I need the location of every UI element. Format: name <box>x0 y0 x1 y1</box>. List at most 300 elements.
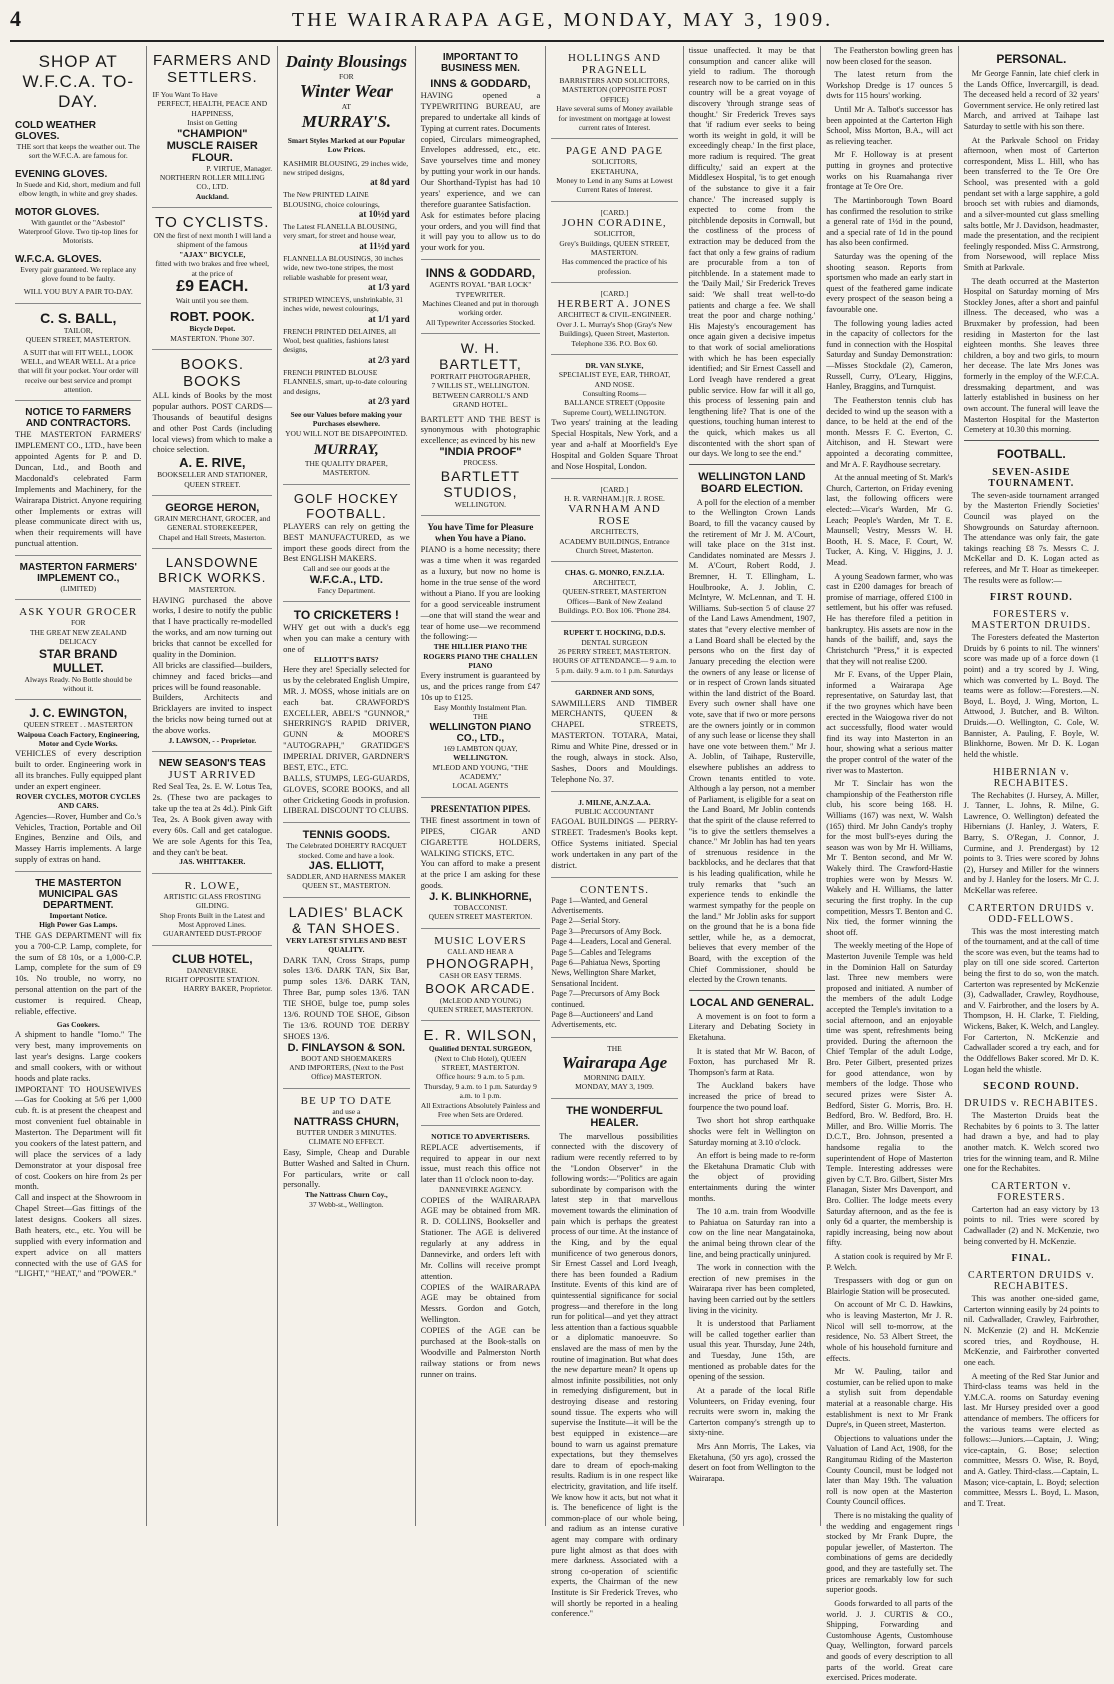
tennis-ad <box>283 823 409 898</box>
varnham-address: ACADEMY BUILDINGS, Entrance Church Street, Masterton. <box>559 536 670 555</box>
piano-local: LOCAL AGENTS <box>452 781 509 791</box>
piano-company: WELLINGTON PIANO CO., LTD., <box>429 721 532 744</box>
wilson-ad <box>421 1021 541 1126</box>
gas-heading: THE MASTERTON MUNICIPAL GAS DEPARTMENT. <box>35 878 122 911</box>
murray-item-text: FLANNELLA BLOUSINGS, 30 inches wide, new two-tone stripes, the most reliable washable for present wear, <box>283 253 404 282</box>
gas-sub: High Power Gas Lamps. <box>39 920 118 930</box>
music-address: QUEEN STREET, MASTERTON. <box>427 1004 533 1014</box>
local-news-item: Two short hot shrop earthquake shocks were felt in Wellington on Saturday morning at 3.10 o'clock. <box>688 1116 816 1147</box>
golf-name: W.F.C.A., LTD. <box>309 573 383 586</box>
vanslyke-trade: SPECIALIST EYE, EAR, THROAT, AND NOSE. <box>558 370 671 389</box>
vanslyke-name: DR. VAN SLYKE, <box>585 360 644 370</box>
personal-paras <box>964 69 1099 436</box>
motor-heading: MOTOR GLOVES. <box>15 206 100 218</box>
column-1 <box>10 46 147 1526</box>
match-title: DRUIDS v. RECHABITES. <box>964 1098 1099 1110</box>
wilson-note: All Extractions Absolutely Painless and Free when Sets are Ordered. <box>420 1100 540 1119</box>
murray-ad <box>283 46 409 485</box>
cyclists-body: ON the first of next month I will land a shipment of the famous <box>153 231 272 250</box>
notice-heading: NOTICE TO FARMERS AND CONTRACTORS. <box>25 407 132 430</box>
page-number: 4 <box>10 6 21 31</box>
football-intro: The seven-aside tournament arranged by the Masterton Friendly Societies' Council was played on the Showgrounds on Saturday afternoon. The attendance was only fair, the gate takings reaching £8 7s. Messrs C. J. McKellar and D. K. Logan acted as referees, and Mr T. Hoar as timekeeper. The results were as follow:— <box>963 490 1099 585</box>
piano-address: 169 LAMBTON QUAY, <box>443 743 518 753</box>
churn-name: The Nattrass Churn Coy., <box>304 1190 388 1200</box>
murray-item <box>283 295 409 324</box>
varnham-ad <box>551 479 677 563</box>
finlayson-sub: AND IMPORTERS, (Next to the Post Office) MASTERTON. <box>289 1062 404 1082</box>
hotel-sign: HARRY BAKER, Proprietor. <box>183 984 273 994</box>
coradine-trade: SOLICITOR, <box>594 229 635 239</box>
pook-shop: Bicycle Depot. <box>189 324 236 334</box>
hocking-address: 26 PERRY STREET, MASTERTON. <box>558 647 671 656</box>
blinkhorne-sub: TOBACCONIST. <box>453 903 508 912</box>
ewington-rover: ROVER CYCLES, MOTOR CYCLES AND CARS. <box>16 791 141 811</box>
murray-item-price: at 8d yard <box>370 177 410 188</box>
personal-item: At the Parkvale School on Friday afternoon, when most of Carterton correspondent, Miss L. Hill, who has been transferred to the Te Ore Ore School, was presented with a gold pendant set with a large sapphire, a gold brooch set with rubies and diamonds, and a silver-mounted cut glass smelling salts bottle, Mr J. Davidson, headmaster, made the presentation, and the recipient feelingly responded. Miss C. Armstrong, from Norsewood, will replace Miss Smith at Parkvale. <box>963 135 1099 272</box>
monro-body: Offices—Bank of New Zealand Buildings. P.O. Box 106. 'Phone 284. <box>558 596 671 615</box>
lowe-guarantee: GUARANTEED DUST-PROOF <box>162 929 262 939</box>
bartlett-ad <box>421 334 541 516</box>
healer-heading: THE WONDERFUL HEALER. <box>566 1104 663 1129</box>
lowe-body: Shop Fronts Built in the Latest and Most Approved Lines. <box>159 910 265 929</box>
match-report: Carterton had an easy victory by 13 points to nil. Tries were scored by Cadwallader (2) and N. McKenzie, two being converted by H. McKenzie. <box>963 1204 1099 1246</box>
local-news-item: A movement is on foot to form a Literary and Debating Society in Eketahuna. <box>688 1011 816 1043</box>
ewington-body: VEHICLES of every description built to order. Engineering work in all its branches. Fully equipped plant under an expert engineer. <box>15 748 142 791</box>
local-news-item: The Featherston bowling green has now been closed for the season. <box>826 46 953 66</box>
hocking-ad <box>551 622 677 682</box>
vanslyke-rooms: Consulting Rooms— <box>582 389 647 398</box>
bartlett-body: BARTLETT AND THE BEST is synonymous with photographic excellence; as evinced by his new <box>420 413 541 446</box>
gardner-ad <box>551 682 677 791</box>
club-hotel-ad <box>152 946 272 1000</box>
match-title: CARTERTON DRUIDS v. ODD-FELLOWS. <box>967 902 1095 925</box>
cyclists-price: £9 EACH. <box>176 277 249 295</box>
local-news-item: At a parade of the local Rifle Volunteers, on Friday evening, four recruits were sworn in, making the Carterton company's strength up to sixty-nine. <box>688 1385 816 1438</box>
match-report: The Foresters defeated the Masterton Druids by 6 points to nil. The winners' score was made up of a force down (1 point) and a try scored by J. Wing, which was converted by L. Boyd. The teams were as follow:—Foresters.—N. Boyd, L. Boyd, J. Wing, Morton, L. Attwood, J. Butcher, and B. Wilton. Druids.—O. Wellington, C. Cole, W. Bannister, A. Pauling, F. Boyle, W. Blinkhorne, Bowen. Mr D. K. Logan held the whistle. <box>963 633 1099 759</box>
cyclists-wait: Wait until you see them. <box>175 295 249 305</box>
bartlett-studio: BARTLETT STUDIOS, <box>440 467 521 500</box>
jones-name: HERBERT A. JONES <box>557 298 672 311</box>
local-news-item: At the annual meeting of St. Mark's Church, Carterton, on Friday evening last, the following officers were elected:—Vicar's Warden, Mr G. Leach; People's Warden, Mr T. E. Maunsell; Vestry, Messrs W. H. Booth, H. S. Mace, F. Court, W. Tucker, A. King, V. Higgins, J. J. Mead. <box>826 473 953 568</box>
inns-ad <box>421 260 541 334</box>
piano-list: THE HILLIER PIANO THE ROGERS PIANO THE CHALLEN PIANO <box>423 642 538 670</box>
hollings-body: Have several sums of Money available for investment on mortgage at lowest current rates of Interest. <box>556 104 673 132</box>
notice-farmers-ad <box>15 401 141 556</box>
coradine-card: [CARD.] <box>600 207 629 217</box>
roller-line: PERFECT, HEALTH, PEACE AND HAPPINESS, <box>157 99 268 118</box>
music-call: CALL AND HEAR A <box>447 946 514 956</box>
gas-cookers-heading: Gas Cookers. <box>56 1019 100 1029</box>
brick-ad <box>152 549 272 752</box>
murray-item <box>283 222 409 251</box>
local-news-item: A station cook is required by Mr F. P. Welch. <box>826 1252 953 1272</box>
whittaker-name: JAS. WHITTAKER. <box>179 857 246 867</box>
ewington-agents: Agencies—Rover, Humber and Co.'s Vehicles, Traction, Portable and Oil Engines, Benzine and Oils, and Massey Harris implements. A large supply of extras on hand. <box>15 810 142 865</box>
vanslyke-ad <box>551 355 677 479</box>
music-terms: CASH OR EASY TERMS. <box>439 971 522 981</box>
shoes-ad <box>283 898 409 1089</box>
local-news-item: The following young ladies acted in the capacity of collectors for the fund in connection with the Hospital Saturday and Sunday Demonstration:—Misses Stockdale (2), Cameron, Russell, Curry, O'Leary, Higgins, Hanley, Braggins, and Turnquist. <box>826 318 953 392</box>
churn-address: 37 Webb-st., Wellington. <box>309 1199 384 1209</box>
churn-body: and use a <box>332 1106 361 1116</box>
varnham-trade: ARCHITECTS, <box>590 527 639 537</box>
column-8 <box>959 46 1104 1526</box>
roller-milling-ad <box>152 46 272 208</box>
murray-item-text: FRENCH PRINTED DELAINES, all Wool, best qualities, fashions latest designs, <box>283 326 397 355</box>
inns-name: INNS & GODDARD, <box>425 266 536 281</box>
teas-body: Red Seal Tea, 2s. E. W. Lotus Tea, 2s. (These two are packages to take up the tea at 2s 4d.). Pink Gift Tea, 2s. A Book given away with every 60s. Call and get catalogue. We are sole Agents for this Tea, and they can't be beat. <box>152 781 273 857</box>
piano-ad <box>421 516 541 798</box>
grocer-line2: FOR <box>70 618 86 628</box>
lowe-sub: GILDING. <box>195 901 229 911</box>
murray-sub: Winter Wear <box>299 81 393 102</box>
cricket-product: ELLIOTT'S BATS? <box>314 654 379 664</box>
contents-item: Page 3—Precursors of Amy Bock. <box>551 926 662 936</box>
farmers-implement-ad <box>15 556 141 600</box>
local-news-item: Mr F. Evans, of the Upper Plain, informed a Wairarapa Age representative, on Saturday last, that if the two groynes which have been erected in the Waiogowa river do not act successfully, flood water would find its way into Masterton in an hour, showing what a serious matter the proper control of the water of the river was to Masterton. <box>826 670 953 775</box>
hotel-place: DANNEVIRKE. <box>186 965 238 975</box>
cyclists-heading: TO CYCLISTS. <box>155 214 270 231</box>
jones-trade: ARCHITECT & CIVIL-ENGINEER. <box>557 310 672 320</box>
healer-continued: tissue unaffected. It may be that consumption and cancer alike will yield to radium. The thorough research now to be carried on in this country will be a great voyage of discovery 'through strange seas of thought.' Sir Frederick Treves says that 'if radium ever seeks to being worth its weight in gold, it will be exceedingly cheap.' In the first place, more radium is required. 'The great difficulty,' said an expert at the Middlesex Hospital, 'is to get enough of the substance to give it a fair chance.' The increased supply is expected to come from the pitchblende deposits in Cornwall, but the costliness of the process of extraction may be deduced from the fact that only a few grains of radium are procurable from a ton of pitchblende. In a statement made to the 'Daily Mail,' Sir Frederick Treves said: 'We shall treat well-to-do patients and charge a fee. We shall treat the poor and charge nothing.' His Majesty's encouragement has once again given a decisive impetus to that work of social ameliorations with which he has been especially identified; and Sir Ernest Cassell and Lord Iveagh have rendered a great public service. How far will it all go, this process of lessening pain and lengthening life? That is one of the questions, touching human interest to the quick, which makes us all discontented with the short span of our days. We long to see the end." <box>688 46 816 459</box>
football-rounds <box>964 592 1099 1368</box>
grocer-line1: ASK YOUR GROCER <box>19 606 138 619</box>
local-news-item: Objections to valuations under the Valuation of Land Act, 1908, for the Rangitumau Riding of the Masterton County Council, must be lodged not later than May 19th. The valuation roll is now open at the Masterton County Council offices. <box>826 1433 953 1507</box>
hocking-name: RUPERT T. HOCKING, D.D.S. <box>563 628 666 638</box>
ball-trade: TAILOR, <box>63 325 93 335</box>
books-heading: BOOKS. BOOKS <box>180 356 245 390</box>
local-news-item: It is stated that Mr W. Bacon, of Foxton, has purchased Mr R. Thompson's farm at Rata. <box>688 1046 816 1077</box>
ball-body: A SUIT that will FIT WELL, LOOK WELL, and WEAR WELL. At a price that will fit your pocket. Your order will receive our best service and prompt attention. <box>18 347 139 394</box>
ball-ad <box>15 304 141 402</box>
murray-at: AT <box>341 102 351 112</box>
round-title: FINAL. <box>1011 1253 1052 1265</box>
farmers-name: MASTERTON FARMERS' IMPLEMENT CO., <box>19 562 137 584</box>
piano-city: WELLINGTON. <box>453 753 508 763</box>
column-6 <box>684 46 821 1526</box>
bartlett-between: BETWEEN CARROLL'S AND GRAND HOTEL. <box>432 390 529 410</box>
murray-item-price: at 2/3 yard <box>368 354 410 365</box>
roller-heading: FARMERS AND SETTLERS. <box>153 52 272 86</box>
murray-item <box>283 327 409 365</box>
brick-place: MASTERTON. <box>188 585 236 595</box>
varnham-partners: H. R. VARNHAM.] [R. J. ROSE. <box>564 493 665 503</box>
bartlett-name: W. H. BARTLETT, <box>439 340 522 372</box>
jones-body: Over J. L. Murray's Shop (Gray's New Buildings), Queen Street, Masterton. Telephone 336. P.O. Box 60. <box>556 319 673 348</box>
football-sub: SEVEN-ASIDE TOURNAMENT. <box>988 466 1075 489</box>
farmers-sub: (LIMITED) <box>60 584 97 593</box>
bartlett-address: 7 WILLIS ST., WELLINGTON. <box>431 381 530 391</box>
heron-address: Chapel and Hall Streets, Masterton. <box>158 532 266 542</box>
notice-body: THE MASTERTON FARMERS' IMPLEMENT CO., LTD., have been appointed Agents for P. and D. Duncan, Ltd., and Booth and Macdonald's celebrated Farm Implements and Machinery, for the Wairarapa District. Anyone requiring other Implements or extras will please communicate direct with us, when their requirements will have punctual attention. <box>15 429 142 549</box>
teas-ad <box>152 752 272 874</box>
finlayson-trade: BOOT AND SHOEMAKERS <box>300 1053 392 1063</box>
murray-item-text: The Latest FLANELLA BLOUSING, very smart, for street and house wear, <box>283 222 397 241</box>
golf-sub: Fancy Department. <box>317 585 376 595</box>
bartlett-process: PROCESS. <box>463 458 498 468</box>
murray-shop: MURRAY'S. <box>301 111 391 131</box>
paper-date: MONDAY, MAY 3, 1909. <box>575 1082 654 1092</box>
business-body: HAVING opened a TYPEWRITING BUREAU, are prepared to undertake all kinds of Typing at current rates. Documents copied, Circulars mimeographed, Envelopes addressed, etc., etc. Save yourselves time and money by putting your work in our hands. Our Shorthand-Typist has had 10 years' experience, and we can therefore guarantee Satisfaction. <box>420 90 541 209</box>
pipes-body: THE finest assortment in town of PIPES, CIGAR AND CIGARETTE HOLDERS, WALKING STICKS, ETC. <box>420 814 541 858</box>
paper-name: Wairarapa Age <box>561 1053 668 1073</box>
heron-ad <box>152 496 272 549</box>
local-news-item: Mrs Ann Morris, The Lakes, via Eketahuna, (50 yrs ago), crossed the desert on foot from Wellington to the Wairarapa. <box>688 1441 816 1483</box>
coradine-address: Grey's Buildings, QUEEN STREET, MASTERTON. <box>559 238 670 257</box>
contents-item: Page 4—Leaders, Local and General. <box>551 937 672 947</box>
cricket-heading: TO CRICKETERS ! <box>293 608 399 622</box>
ewington-name: J. C. EWINGTON, <box>29 706 128 721</box>
contents-item: Page 2—Serial Story. <box>551 916 621 926</box>
murray-item-text: STRIPED WINCEYS, unshrinkable, 31 inches wide, newest colourings, <box>283 294 404 314</box>
murray-tag: Smart Styles Marked at our Popular Low Prices. <box>287 135 405 155</box>
match-title: CARTERTON v. FORESTERS. <box>991 1180 1072 1203</box>
lowe-trade: ARTISTIC GLASS FROSTING <box>163 891 262 901</box>
murray-item <box>283 254 409 292</box>
murray-items <box>283 159 409 406</box>
shoes-sub: VERY LATEST STYLES AND BEST QUALITY. <box>285 935 407 955</box>
match-report: The Masterton Druids beat the Rechabites by 6 points to 3. The latter had drawn a bye, and had to play another match. K. Welch scored two tries for the winning team, and R. Milne one for the Rechabites. <box>963 1111 1099 1174</box>
column-5 <box>546 46 683 1619</box>
local-heading: LOCAL AND GENERAL. <box>689 996 814 1009</box>
business-name: INNS & GODDARD, <box>430 78 531 90</box>
cyclists-product: "AJAX" BICYCLE, <box>179 249 246 259</box>
land-heading: WELLINGTON LAND BOARD ELECTION. <box>698 470 806 495</box>
local-news-item: Mr W. Pauling, tailor and costumier, can be relied upon to make a stylish suit from dependable material at a reasonable charge. His establishment is next to Mr Frank Dupre's, in Queen street, Masterton. <box>826 1367 953 1430</box>
vanslyke-body: Two years' training at the leading Special Hospitals, New York, and a year and a-half at Moorfield's Eye Hospital and Golden Square Throat and Nose Hospital, London. <box>551 417 678 471</box>
contents-item: Page 6—Pahiatua News, Sporting News, Wellington Share Market, Sensational Incident. <box>551 957 661 988</box>
blinkhorne-address: QUEEN STREET MASTERTON. <box>428 912 533 922</box>
ball-name: C. S. BALL, <box>40 309 117 326</box>
round-title: FIRST ROUND. <box>989 592 1073 604</box>
hotel-body: RIGHT OPPOSITE STATION. <box>165 975 260 984</box>
page-trade: SOLICITORS, <box>591 157 637 167</box>
piano-the: THE <box>473 712 488 722</box>
murray-for: FOR <box>339 72 354 81</box>
gas-body: THE GAS DEPARTMENT will fix you a 700-C.P. Lamp, complete, for the sum of £8 10s, or a 1,000-C.P. Lamp, complete for the sum of £9 10s. No trouble, no worry, no personal attention on the part of the customer is required. Cheap, reliable, effective. <box>15 929 142 1016</box>
local-news-item: The latest return from the Workshop Dredge is 17 ounces 5 dwts for 115 hours' working. <box>826 70 953 101</box>
coradine-name: JOHN CORADINE, <box>562 217 667 230</box>
roller-company: NORTHERN ROLLER MILLING CO., LTD. <box>159 172 265 192</box>
wilson-address: (Next to Club Hotel), QUEEN STREET, MASTERTON. <box>434 1053 527 1072</box>
piano-heading: You have Time for Pleasure when You have a Piano. <box>427 521 534 544</box>
music-product: PHONOGRAPH, <box>426 956 535 972</box>
column-2 <box>147 46 278 1526</box>
wfca-title: SHOP AT W.F.C.A. TO-DAY. <box>22 52 134 111</box>
murray-item <box>283 159 409 188</box>
pipes-body2: You can afford to make a present at the price I am asking for these goods. <box>420 858 541 891</box>
contents-box <box>551 878 677 1038</box>
cricket-ad <box>283 602 409 823</box>
advertisers-heading: NOTICE TO ADVERTISERS. <box>431 1132 530 1142</box>
match-title: FORESTERS v. MASTERTON DRUIDS. <box>971 609 1092 632</box>
bartlett-place: WELLINGTON. <box>454 499 507 509</box>
shoes-list: DARK TAN, Cross Straps, pump soles 13/6. DARK TAN, Six Bar, pump soles 13/6. DARK TAN, Three Bar, pump soles 13/6. TAN TIE SHOE, bulge toe, pump soles 13/6. ROUND TOE SHOE, Gibson Tie 13/6. ROUND TOE DERBY SHOES 13/6. <box>283 954 410 1041</box>
football-closing: A meeting of the Red Star Junior and Third-class teams was held in the Y.M.C.A. rooms on Saturday evening last. Mr Hursey presided over a good attendance of members. The officers for the various teams were elected as follows:—Juniors.—Captain, J. Wing; vice-captain, G. Bose; selection committee, Messrs O. Wise, R. Boyd, and A. Gatley. Third-class.—Captain, L. Mason; vice-captain, L. Boyd; selection committee, Messrs L. Boyd, L. Mason, and T. Treat. <box>963 1371 1099 1508</box>
roller-sign: P. VIRTUE, Manager. <box>206 163 273 173</box>
evening-heading: EVENING GLOVES. <box>15 168 108 180</box>
business-ask: Ask for estimates before placing your orders, and you will find that it will pay you to allow us to do your work for you. <box>420 209 541 253</box>
roller-place: Auckland. <box>195 191 229 201</box>
music-heading: MUSIC LOVERS <box>434 934 527 947</box>
churn-product: NATTRASS CHURN, <box>293 1116 399 1128</box>
brick-heading: LANSDOWNE BRICK WORKS. <box>158 555 267 586</box>
teas-arrived: JUST ARRIVED <box>168 769 257 782</box>
murray-item-text: KASHMIR BLOUSING, 29 inches wide, new striped designs, <box>283 158 409 177</box>
hotel-name: CLUB HOTEL, <box>171 951 253 966</box>
piano-plan: Easy Monthly Instalment Plan. <box>433 703 527 712</box>
golf-ad <box>283 485 409 602</box>
match-title: HIBERNIAN v. RECHABITES. <box>993 766 1070 789</box>
roller-product: "CHAMPION" MUSCLE RAISER FLOUR. <box>166 127 258 164</box>
milne-trade: PUBLIC ACCOUNTANT <box>574 806 655 816</box>
milne-ad <box>551 792 677 878</box>
cricket-list: Here they are! Specially selected for us by the celebrated English Umpire, MR. J. MOSS, whose initials are on each bat. CRAWFORD'S EXCELLER, ABEL'S "GUNNOR," SHERRING'S RAPID DRIVER, GUNN & MOORE'S "AUTOGRAPH," GRATIDGE'S IMPERIAL DRIVER, GARDNER'S BEST, ETC., ETC. <box>283 664 410 772</box>
milne-name: J. MILNE, A.N.Z.A.A. <box>578 797 651 807</box>
finlayson-name: D. FINLAYSON & SON. <box>287 1041 406 1054</box>
gas-ad <box>15 872 141 1285</box>
roller-insist: Insist on Getting <box>187 118 238 128</box>
piano-agents: M'LEOD AND YOUNG, "THE ACADEMY," <box>432 762 529 781</box>
contents-item: Page 8—Auctioneers' and Land Advertisements, etc. <box>551 1009 653 1030</box>
coradine-body: Has commenced the practice of his profession. <box>561 257 668 276</box>
murray-heading: Dainty Blousings <box>285 52 408 71</box>
local-news-item: The weekly meeting of the Hope of Masterton Juvenile Temple was held in the Dominion Hall on Saturday last. Three new members were proposed and initiated. A number of the members of the adult Lodge accepted the Temple's invitation to a social afternoon, and an enjoyable time was spent, refreshments being provided. During the afternoon the Chief Templar of the adult Lodge, Bro. Peter Gilbert, presented prizes for good attendance, won by members of the lodge. Those who secured prizes were Sister A. Bedford, Sister G. Morris, Bro. H. Bedford, Bro. W. Bedford, Bro. H. Miller, and Bro. Willie Morris. The D.C.T., Bro. Johnson, presented a handsome regalia to the superintendent of Hope of Masterton Temple. Interesting addresses were given by C.T. Bro. Gilbert, Sister Mrs Flanagan, Sister Mrs Davenport, and Bro. Collier. The lodge meets every Saturday afternoon, and as the fee is only 6d a quarter, the membership is rapidly increasing, being now about fifty. <box>826 941 953 1248</box>
rive-name: A. E. RIVE, <box>179 455 246 471</box>
teas-heading: NEW SEASON'S TEAS <box>158 758 266 770</box>
churn-tag: BUTTER UNDER 3 MINUTES. CLIMATE NO EFFECT. <box>296 1128 397 1147</box>
match-report: This was another one-sided game, Carterton winning easily by 24 points to nil. Cadwallader, Crawley, Fairbrother, N. McKenzie (2) and H. McKenzie scored tries, and Roydhouse, H. McKenzie, and Fairbrother converted one each. <box>963 1294 1099 1367</box>
evening-text: In Suede and Kid, short, medium and full elbow length, in white and grey shades. <box>16 179 141 199</box>
blinkhorne-name: J. K. BLINKHORNE, <box>429 891 532 903</box>
motor-text: With gauntlet or the "Asbestol" Waterproof Glove. Two tip-top lines for Motorists. <box>18 217 139 246</box>
hollings-name: HOLLINGS AND PRAGNELL <box>567 52 661 76</box>
heron-name: GEORGE HERON, <box>165 502 260 514</box>
gas-cookers: A shipment to handle "Iomo." The very best, many improvements on last year's designs. Large cookers and small cookers, with or without hoods and plate racks. <box>15 1029 142 1083</box>
local-news-item: A young Seadown farmer, who was cast in £200 damages for breach of promise of marriage, offered £100 in settlement, but his offer was refused. He has therefore filed a petition in bankruptcy. His assets are now in the hands of the bailiff, and, says the Christchurch "Press," it is expected that they will not realise £200. <box>826 571 953 666</box>
brick-body2: All bricks are classified—builders, chimney and faced bricks—and prices will be found reasonable. <box>152 659 273 692</box>
cyclists-body2: fitted with two brakes and free wheel, at the price of <box>155 259 270 278</box>
local-news-item: The Featherston tennis club has decided to wind up the season with a dance, to be held at the end of the month. Messrs F. C. Everton, C. Aitchison, and H. Stewart were appointed a decorating committee, and Mr A. F. Raydhouse secretary. <box>826 395 953 469</box>
lowe-ad <box>152 874 272 946</box>
music-ad <box>421 929 541 1022</box>
local-news-item: Goods forwarded to all parts of the world. J. J. CURTIS & CO., Shipping, Forwarding and Customhouse Agents, Customhouse Quay, Wellington, forward parcels and goods of every description to all parts of the world. Great care exercised. Prices moderate. <box>826 1598 953 1683</box>
grocer-ad <box>15 600 141 700</box>
murray-sub2: THE QUALITY DRAPER, <box>304 459 388 468</box>
heron-body: GRAIN MERCHANT, GROCER, and GENERAL STOREKEEPER, <box>154 514 271 533</box>
contents-item: Page 5—Cables and Telegrams <box>551 947 652 957</box>
gardner-body: SAWMILLERS AND TIMBER MERCHANTS, QUEEN & CHAPEL STREETS, MASTERTON. TOTARA, Matai, Rimu and White Pine, dressed or in the rough, always in stock. Also, Sashes, Doors and Mouldings. Telephone No. 37. <box>551 697 678 784</box>
monro-trade: ARCHITECT, <box>592 577 637 587</box>
paper-masthead <box>551 1038 677 1099</box>
advertisers-copies3: COPIES of the AGE can be purchased at the Book-stalls on Woodville and Palmerston North railway stations or from news runner on trains. <box>420 1325 541 1379</box>
local-news-item: Until Mr A. Talbot's successor has been appointed at the Carterton High School, Miss Morton, B.A., will act as relieving teacher. <box>826 105 953 146</box>
varnham-name: VARNHAM AND ROSE <box>568 503 661 528</box>
murray-item <box>283 368 409 406</box>
healer-para: The marvellous possibilities connected with the discovery of radium were recently referred to by the "London Observer" in the following words:—"Politics are again subordinate by comparison with the latest step in that marvellous movement towards the elimination of pain which is perhaps the greatest process of our time. At the instance of the King, and by the equal munificence of two generous donors, Sir Ernest Cassel and Lord Iveagh, there has been founded a Radium Institute. Events of this kind are of quintessential significance for social progress—and therefore in the long run for political—and yet they attract less attention than a factious squabble or a diplomatic manoeuvre. So enslaved are the mass of men by the routine of imagination. But what does the new departure mean? It opens up almost infinite possibilities, not only in remedying disfigurement, but in destroying disease and restoring sound tissue. The experts who will supervise the Institute—it will be the best equipped in existence—are bound to warn us against premature expectations, but they themselves dare to dream of epoch-making results. Radium is in one respect like electricity, gravitation, and life itself. We know how it acts, but not what it is. The beneficence of light is the common-place of our whole being, and radium as an intense curative agent may compare with ordinary pure light almost as that does with mere darkness. Associated with a strong co-operation of scientific experts, the Chairman of the new Institute is Sir Frederick Treves, who will shortly be reported in a healing conference." <box>551 1131 678 1619</box>
local-news-item: The work in connection with the erection of new premises in the Wairarapa river has been completed, having been carried out by the settlers living in the vicinity. <box>688 1263 816 1315</box>
page-body: Money to Lend in any Sums at Lowest Current Rates of Interest. <box>556 176 673 195</box>
jones-card: [CARD.] <box>600 289 629 298</box>
business-ad <box>421 46 541 260</box>
books-body: ALL kinds of Books by the most popular authors. POST CARDS—Thousands of beautiful designs and other Post Cards (including local views) from which to make a choice selection. <box>152 390 273 455</box>
milne-body: FAGOAL BUILDINGS — PERRY-STREET. Tradesmen's Books kept. Office Systems initiated. Special work undertaken in any part of the district. <box>551 816 678 870</box>
pook-address: MASTERTON. 'Phone 307. <box>170 333 255 343</box>
monro-ad <box>551 562 677 622</box>
page-place: EKETAHUNA, <box>590 166 639 176</box>
varnham-card: [CARD.] <box>600 484 629 494</box>
monro-address: QUEEN-STREET, MASTERTON <box>562 587 667 597</box>
hollings-trade: BARRISTERS AND SOLICITORS, <box>559 76 670 85</box>
local-news-item: The Auckland bakers have increased the price of bread to fourpence the two pound loaf. <box>688 1081 816 1112</box>
golf-body: PLAYERS can rely on getting the BEST MANUFACTURED, as we import these goods direct from the Best ENGLISH MAKERS. <box>283 520 410 564</box>
column-3 <box>278 46 415 1526</box>
murray-name: MURRAY, <box>313 442 379 458</box>
contents-heading: CONTENTS. <box>579 883 650 896</box>
murray-values: See our Values before making your Purchases elsewhere. <box>290 409 403 429</box>
grocer-product: STAR BRAND MULLET. <box>39 646 118 675</box>
local-news-item: The Martinborough Town Board has confirmed the resolution to strike a general rate of 1½d in the pound, and a special rate of 1d in the pound has also been confirmed. <box>826 195 953 248</box>
books-ad <box>152 350 272 496</box>
tennis-body: The Celebrated DOHERTY RACQUET stocked. Come and have a look. <box>286 841 407 860</box>
local-news-item: It is understood that Parliament will be called together earlier than usual this year. Thursday, June 24th, and Tuesday, June 15th, are mentioned as probable dates for the opening of the session. <box>688 1319 816 1382</box>
churn-ad <box>283 1089 409 1215</box>
elliott-name: JAS. ELLIOTT, <box>308 860 384 872</box>
hocking-hours: HOURS OF ATTENDANCE— 9 a.m. to 5 p.m. daily. 9 a.m. to 1 p.m. Saturdays <box>552 656 677 675</box>
piano-body: PIANO is a home necessity; there was a time when it was regarded as a luxury, but now no home is home in the true sense of the word without a Piano. If you are looking for a good serviceable instrument—one that will stand the wear and tear of home use—we recommend the following:— <box>420 544 541 642</box>
local-paras-continued <box>826 46 952 1684</box>
local-news-item: Trespassers with dog or gun on Blairlogie Station will be prosecuted. <box>826 1276 953 1296</box>
paper-sub: MORNING DAILY. <box>583 1073 646 1083</box>
advertisers-copies2: COPIES of the WAIRARAPA AGE may be obtained from Messrs. Gordon and Gotch, Wellington. <box>420 1281 541 1325</box>
music-arcade: BOOK ARCADE. <box>425 980 536 996</box>
local-news-item: An effort is being made to re-form the Eketahuna Dramatic Club with the object of providing entertainments during the winter months. <box>688 1151 816 1203</box>
cold-heading: COLD WEATHER GLOVES. <box>15 120 96 142</box>
inns-sub: AGENTS ROYAL "BAR LOCK" TYPEWRITER. <box>429 280 532 299</box>
wilson-hours: Office hours: 9 a.m. to 5 p.m. Thursday, 9 a.m. to 1 p.m. Saturday 9 a.m. to 1 p.m. <box>423 1072 537 1101</box>
churn-heading: BE UP TO DATE <box>300 1094 393 1107</box>
round-title: SECOND ROUND. <box>983 1081 1080 1093</box>
bartlett-product: "INDIA PROOF" <box>439 446 522 459</box>
bartlett-trade: PORTRAIT PHOTOGRAPHER, <box>430 372 531 381</box>
paper-the: THE <box>607 1043 622 1053</box>
murray-item-price: at 11½d yard <box>359 240 410 251</box>
brick-body3: Builders, Architects and Bricklayers are invited to inspect the bricks now being turned out at the above works. <box>152 692 273 735</box>
hollings-address: MASTERTON (OPPOSITE POST OFFICE) <box>562 85 667 104</box>
pook-name: ROBT. POOK. <box>170 309 255 325</box>
ewington-address: QUEEN STREET . . MASTERTON <box>23 720 133 730</box>
murray-place: MASTERTON. <box>322 468 370 478</box>
land-para: A poll for the election of a member to the Wellington Crown Lands Board, to fill the vacancy caused by the retirement of Mr J. M. A'Court, will take place on the 31st inst. Candidates nominated are Messrs J. M. A'Court, Robert Rodd, J. Bremner, H. T. Ellingham, L. Houlbrooke, A. J. Joblin, C. McIntyre, W. McLennan, and T. H. Williams. Sub-section 5 of clause 27 of the Land Laws Amendment, 1907, states that "every elective member of a Land Board shall be elected by the persons who on the first day of January preceding the election were the owners of any lease or license of or in respect of Crown lands situated within the land district of the Board. Every such owner shall have one vote, save that if two or more persons are the owners jointly or in common of any such lease or license they shall have one vote between them." Mr J. A. Joblin, of Taihape, Rusterville, elsewhere publishes an address to Crown tenants entitled to vote. Although a lay person, not a member of Parliament, is eligible for a seat on the Land Board, Mr Joblin contends that the spirit of the clause referred to "is to give the settlers themselves a chance." Mr Joblin has had ten years of strenuous residence in the backblocks, and he declares that that is his leading qualification, while he truly remarks that "such an experience tends to enkindle the warmest sympathy for the people on the land." Mr Joblin asks for support on the ground that he is a bona fide settler, while he, as a democrat, believes that every member of the Board, with the exception of the Chief Commissioner, should be elected by the Crown tenants. <box>688 497 816 985</box>
murray-item <box>283 190 409 219</box>
healer-article <box>551 1105 677 1620</box>
golf-heading: GOLF HOCKEY FOOTBALL. <box>293 490 399 521</box>
wilson-name: E. R. WILSON, <box>423 1027 538 1045</box>
personal-heading: PERSONAL. <box>996 52 1067 66</box>
golf-call: Call and see our goods at the <box>303 564 390 574</box>
wfca-gloves-ad <box>15 46 141 304</box>
murray-wont: YOU WILL NOT BE DISAPPOINTED. <box>285 428 408 438</box>
churn-detail: Easy, Simple, Cheap and Durable Butter Washed and Salted in Churn. For particulars, write or call personally. <box>283 1146 410 1190</box>
murray-item-text: The New PRINTED LAINE BLOUSING, choice colourings, <box>283 190 380 209</box>
cricket-balls: BALLS, STUMPS, LEG-GUARDS, GLOVES, SCORE BOOKS, and all other Cricketing Goods in profusion. LIBERAL DISCOUNT TO CLUBS. <box>283 772 410 816</box>
inns-body: Machines Cleaned and put in thorough working order. <box>422 298 539 318</box>
paper-title: THE WAIRARAPA AGE, MONDAY, MAY 3, 1909. <box>291 9 834 31</box>
page-ad <box>551 139 677 202</box>
column-4 <box>416 46 547 1526</box>
grocer-tag: Always Ready. No Bottle should be without it. <box>24 674 132 693</box>
pipes-ad <box>421 798 541 929</box>
